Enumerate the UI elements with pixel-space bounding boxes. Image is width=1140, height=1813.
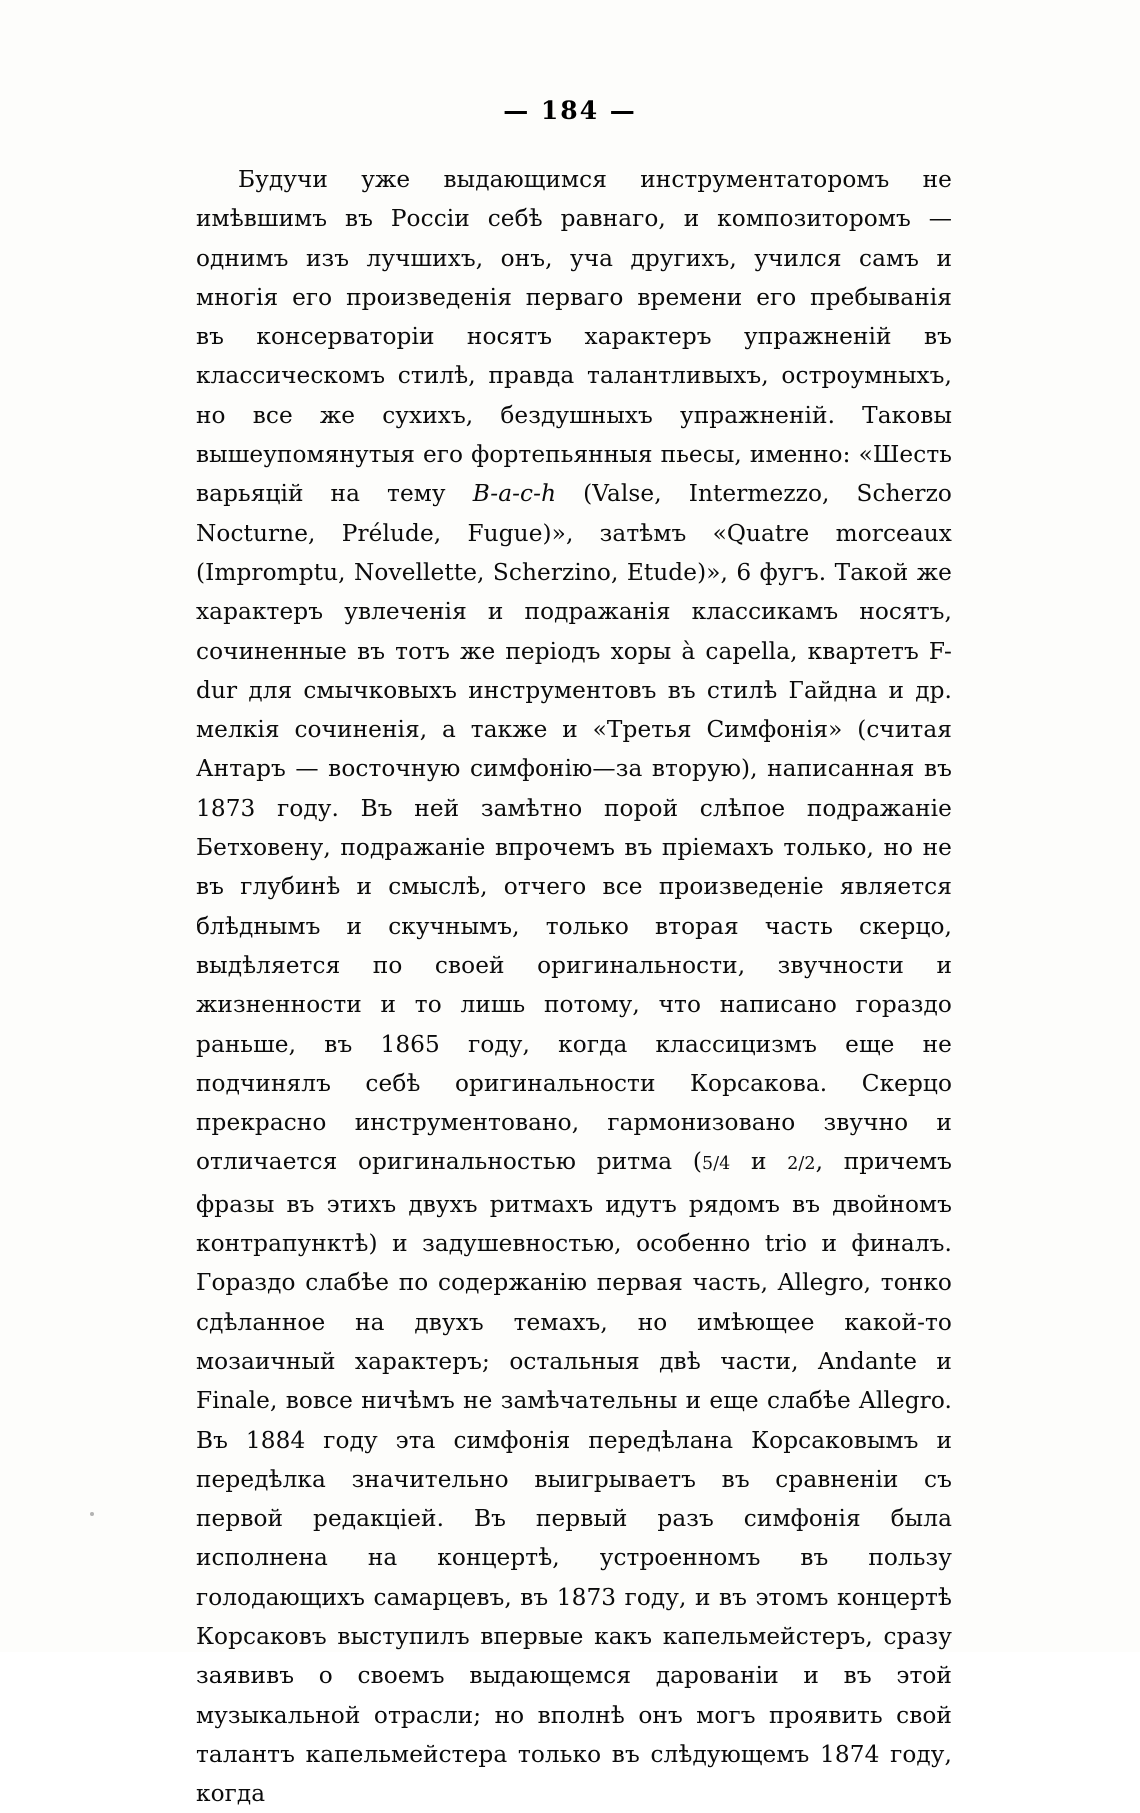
scan-artifact-dot bbox=[90, 1512, 94, 1516]
body-text-block bbox=[196, 160, 952, 1813]
page-number: — 184 — bbox=[503, 96, 637, 125]
main-paragraph: Будучи уже выдающимся инструментаторомъ не имѣвшимъ въ Россіи себѣ равнаго, и композиторомъ — однимъ изъ лучшихъ, онъ, уча другихъ, учился самъ и многія его произведенія перваго времени его пребыванія въ консерваторіи носятъ характеръ упражненій въ классическомъ стилѣ, правда талантливыхъ, остроумныхъ, но все же сухихъ, бездушныхъ упражненій. Таковы вышеупомянутыя его фортепьянныя пьесы, именно: «Шесть варьяцій на тему B-a-c-h (Valse, Intermezzo, Scherzo Nocturne, Prélude, Fugue)», затѣмъ «Quatre morceaux (Impromptu, Novellette, Scherzino, Etude)», 6 фугъ. Такой же характеръ увлеченія и подражанія классикамъ носятъ, сочиненные въ тотъ же періодъ хоры à capella, квартетъ F-dur для смычковыхъ инструментовъ въ стилѣ Гайдна и др. мелкія сочиненія, а также и «Третья Симфонія» (считая Антаръ — восточную симфонію—за вторую), написанная въ 1873 году. Въ ней замѣтно порой слѣпое подражаніе Бетховену, подражаніе впрочемъ въ пріемахъ только, но не въ глубинѣ и смыслѣ, отчего все произведеніе является блѣднымъ и скучнымъ, только вторая часть скерцо, выдѣляется по своей оригинальности, звучности и жизненности и то лишь потому, что написано гораздо раньше, въ 1865 году, когда классицизмъ еще не подчинялъ себѣ оригинальности Корсакова. Скерцо прекрасно инструментовано, гармонизовано звучно и отличается оригинальностью ритма (5/4 и 2/2, причемъ фразы въ этихъ двухъ ритмахъ идутъ рядомъ въ двойномъ контрапунктѣ) и задушевностью, особенно trio и финалъ. Гораздо слабѣе по содержанію первая часть, Allegro, тонко сдѣланное на двухъ темахъ, но имѣющее какой-то мозаичный характеръ; остальныя двѣ части, Andante и Finale, вовсе ничѣмъ не замѣчательны и еще слабѣе Allegro. Въ 1884 году эта симфонія передѣлана Корсаковымъ и передѣлка значительно выигрываетъ въ сравненіи съ первой редакціей. Въ первый разъ симфонія была исполнена на концертѣ, устроенномъ въ пользу голодающихъ самарцевъ, въ 1873 году, и въ этомъ концертѣ Корсаковъ выступилъ впервые какъ капельмейстеръ, сразу заявивъ о своемъ выдающемся дарованіи и въ этой музыкальной отрасли; но вполнѣ онъ могъ проявить свой талантъ капельмейстера только въ слѣдующемъ 1874 году, когда bbox=[196, 166, 953, 1808]
